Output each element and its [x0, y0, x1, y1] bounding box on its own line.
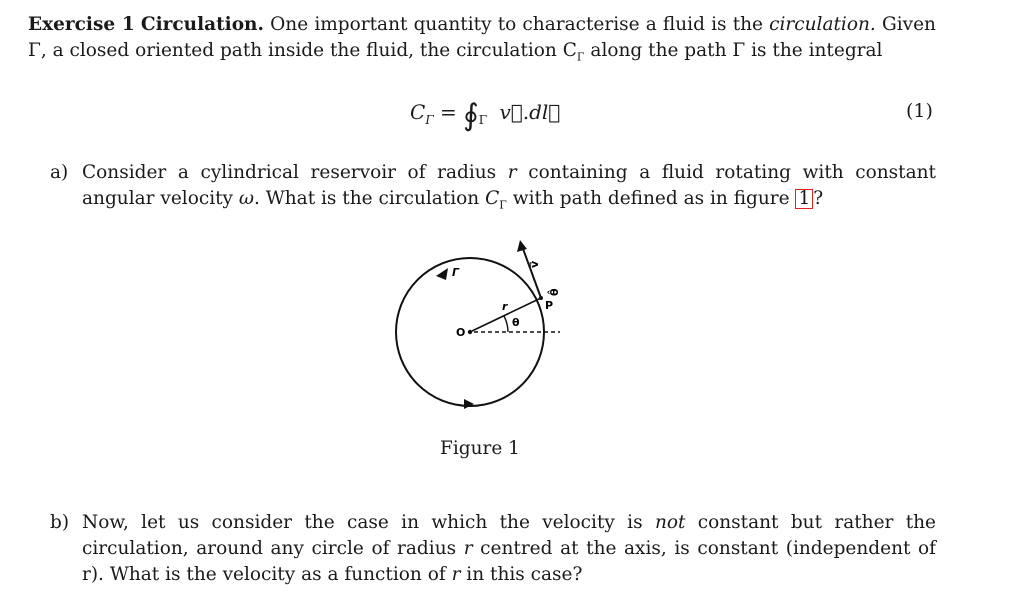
part-a-label: a)	[50, 162, 69, 183]
part-a-r: r	[507, 162, 517, 183]
equation-1	[0, 92, 1024, 142]
intro-paragraph	[28, 12, 936, 71]
part-a-text-2: containing a fluid rotating with constant angular velocity	[82, 162, 936, 209]
part-b-r: r	[463, 538, 473, 559]
integrand: v⃗.dl⃗	[499, 100, 561, 124]
figure-1-diagram	[390, 232, 590, 432]
part-a-omega: ω	[238, 188, 254, 209]
part-b-label: b)	[50, 512, 70, 533]
intro-subscript: Γ	[576, 50, 585, 64]
part-b-text-2: constant but rather the circulation, around any circle of radius	[82, 512, 937, 559]
figure-ref-link[interactable]: 1	[795, 189, 813, 209]
figure-label-gamma: Γ	[452, 266, 460, 279]
orientation-arrow-bottom	[464, 399, 474, 409]
part-a-text-5: ?	[813, 188, 824, 209]
part-a-text-1: Consider a cylindrical reservoir of radius	[82, 162, 508, 183]
figure-label-o: O	[456, 326, 466, 339]
part-b-text-4: in this case?	[460, 564, 583, 585]
part-b-r2: r	[451, 564, 461, 585]
equation-lhs: C	[410, 100, 426, 124]
center-point	[468, 330, 472, 334]
part-a-text-4: with path defined as in figure	[506, 188, 796, 209]
circulation-term: circulation.	[769, 14, 876, 35]
part-b	[50, 510, 936, 588]
contour-integral-sign: ∮	[463, 98, 479, 133]
part-b-text	[82, 510, 936, 588]
part-a-text	[82, 160, 936, 219]
part-b-text-1: Now, let us consider the case in which the velocity is	[82, 512, 655, 533]
part-b-not: not	[654, 512, 686, 533]
figure-caption: Figure 1	[440, 438, 520, 459]
part-a-C-sub: Γ	[499, 198, 507, 212]
contour-subscript: Γ	[478, 113, 488, 127]
figure-label-theta-hat: θ̂	[548, 288, 561, 296]
orientation-arrow-top	[436, 268, 448, 280]
part-a	[50, 160, 936, 219]
figure-label-r: r	[502, 300, 508, 313]
exercise-title: Circulation.	[140, 14, 264, 35]
figure-label-theta: θ	[512, 316, 520, 329]
figure-label-p: P	[545, 299, 554, 312]
intro-text-2: Given Γ, a closed oriented path inside the fluid, the circulation C	[28, 14, 936, 61]
intro-text-3: along the path Γ is the integral	[584, 40, 883, 61]
exercise-label: Exercise 1	[28, 14, 135, 35]
equation-number: (1)	[906, 100, 933, 122]
equation-body	[410, 98, 560, 133]
velocity-arrowhead	[517, 240, 527, 252]
figure-label-v: v⃗	[528, 260, 541, 268]
equation-lhs-sub: Γ	[425, 113, 434, 127]
intro-text-1: One important quantity to characterise a fluid is the	[263, 14, 770, 35]
part-a-C: C	[485, 188, 500, 209]
part-b-text-3: centred at the axis, is constant (independent of r). What is the velocity as a function of	[82, 538, 937, 585]
equation-equals: =	[433, 100, 464, 124]
theta-arc	[504, 316, 508, 332]
part-a-text-3: . What is the circulation	[253, 188, 486, 209]
